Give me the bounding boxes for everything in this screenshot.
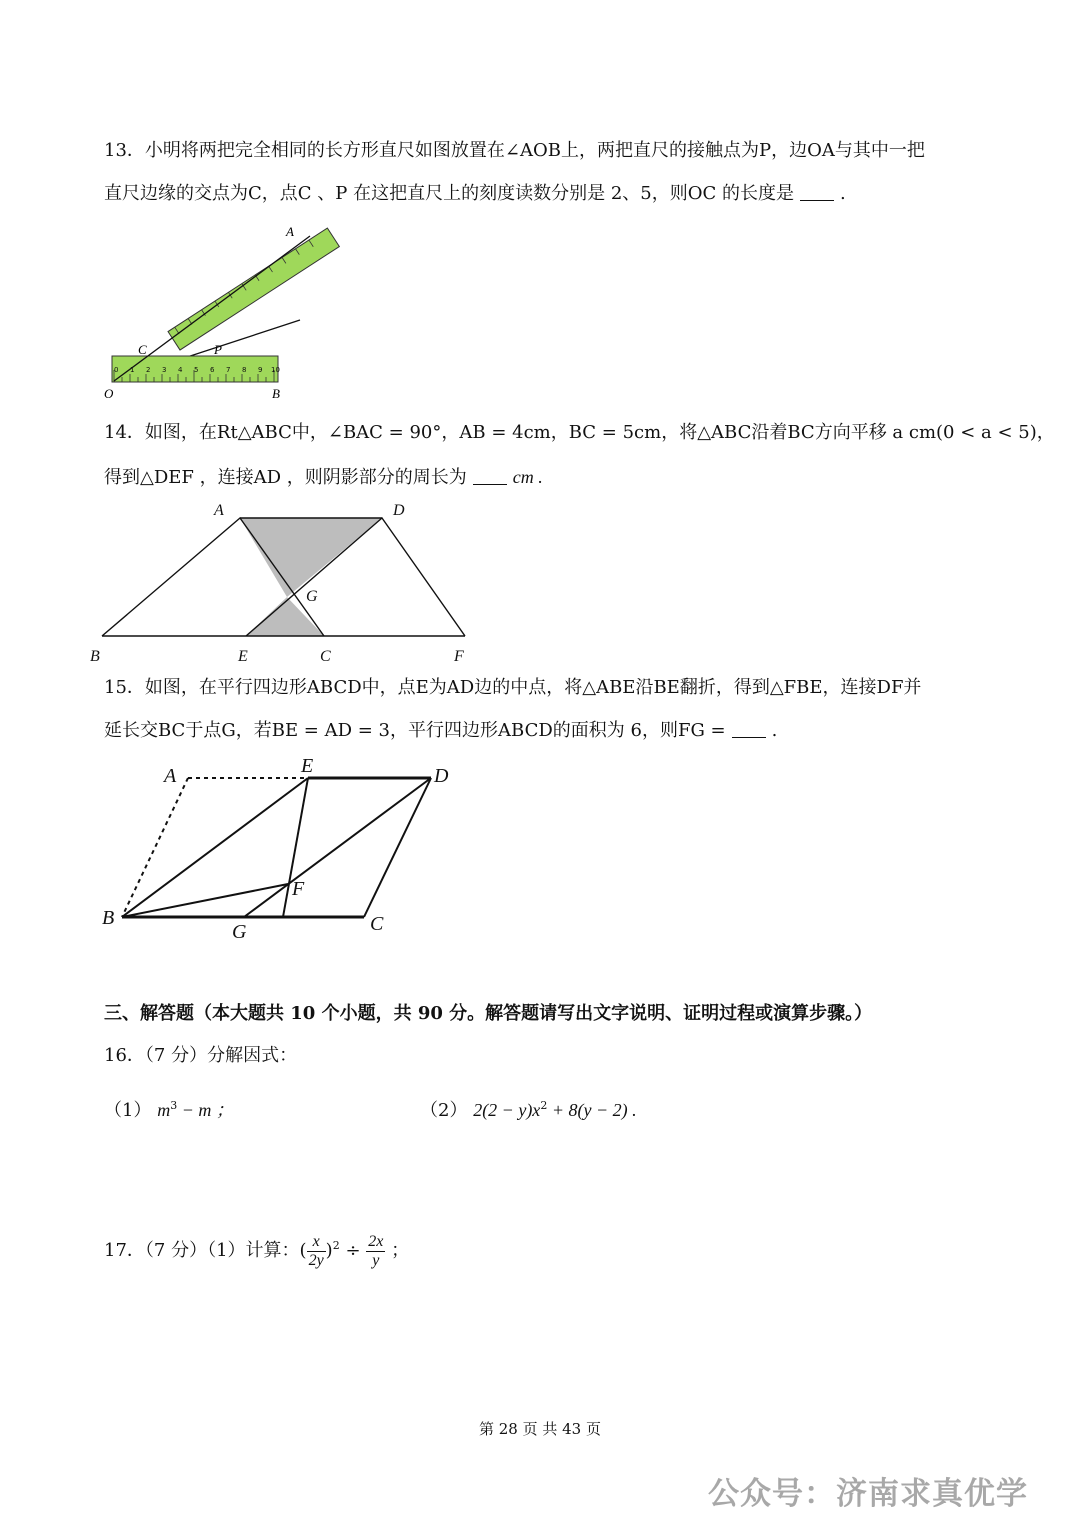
q13-label-c: C	[138, 342, 147, 357]
q14-line2-end: cm .	[512, 467, 543, 487]
q17-line: 17．（7 分）（1）计算：( $\frac{x}{2y}$ )$^2$ ÷ $\frac{2x}{y}$ ；	[104, 1232, 410, 1269]
q15-figure	[98, 752, 468, 948]
q14-figure	[88, 498, 478, 670]
q15-label-f: F	[292, 878, 305, 900]
q17-fraction-2	[366, 1233, 385, 1270]
q17-div: ÷	[345, 1240, 361, 1261]
q15-label-b: B	[102, 907, 115, 929]
q13-line2	[104, 182, 846, 206]
q14-label-a: A	[214, 502, 224, 519]
q13-label-a: A	[286, 224, 294, 239]
ruler-tick-label: 2	[146, 366, 151, 374]
q14-line1: 14．如图，在Rt△ABC中，∠BAC = 90°，AB = 4cm，BC = 5cm，将△ABC沿着BC方向平移 a cm(0 < a < 5)，	[104, 422, 1055, 443]
q13-figure	[100, 220, 340, 402]
ruler-tick-label: 4	[178, 366, 183, 374]
q14-label-f: F	[454, 648, 464, 665]
q17-frac1-num: x	[307, 1233, 326, 1252]
q14-answer-blank	[473, 466, 507, 485]
q16-part1-exp: 3	[170, 1099, 178, 1112]
q13-label-b: B	[272, 386, 280, 401]
q13-label-p: P	[214, 342, 222, 357]
q17-prefix: 17．（7 分）（1）计算：	[104, 1240, 300, 1261]
q17-fraction-1	[307, 1233, 326, 1270]
q13-answer-blank	[800, 182, 834, 201]
q13-line1: 13．小明将两把完全相同的长方形直尺如图放置在∠AOB上，两把直尺的接触点为P，边OA与其中一把	[104, 140, 925, 161]
q16-part1-rest: − m ；	[177, 1100, 234, 1120]
q16-part2-expr: 2(2 − y)x	[473, 1100, 541, 1120]
ruler-tick-label: 6	[210, 366, 215, 374]
q14-label-g: G	[306, 588, 318, 605]
q15-line1: 15．如图，在平行四边形ABCD中，点E为AD边的中点，将△ABE沿BE翻折，得到△FBE，连接DF并	[104, 677, 922, 698]
ruler-tick-label: 1	[130, 366, 135, 374]
q16-part1	[104, 1094, 234, 1123]
q16-part2-rest: + 8(y − 2) .	[547, 1100, 637, 1120]
q13-line2-end: .	[839, 183, 846, 204]
q15-label-d: D	[434, 765, 449, 787]
ruler-tick-label: 3	[162, 366, 167, 374]
section3-heading: 三、解答题（本大题共 10 个小题，共 90 分。解答题请写出文字说明、证明过程或演算步骤。）	[104, 1003, 873, 1024]
ruler-tick-label: 5	[194, 366, 199, 374]
watermark: 公众号：济南求真优学	[708, 1476, 1028, 1512]
q13-label-o: O	[104, 386, 114, 401]
q17-frac2-den: y	[372, 1251, 380, 1269]
ruler-tick-label: 9	[258, 366, 263, 374]
q17-power: 2	[332, 1239, 340, 1252]
q15-label-a: A	[164, 765, 177, 787]
q17-frac2-num: 2x	[368, 1232, 384, 1250]
q14-label-d: D	[393, 502, 405, 519]
q17-end: ；	[391, 1240, 410, 1261]
q16-part2-label: （2）	[420, 1100, 468, 1121]
q15-label-e: E	[301, 755, 314, 777]
ruler-tick-label: 8	[242, 366, 247, 374]
q14-label-e: E	[238, 648, 248, 665]
q17-frac1-den: 2y	[308, 1251, 324, 1269]
page-footer: 第 28 页 共 43 页	[478, 1420, 601, 1438]
q14-label-b: B	[90, 648, 100, 665]
q15-label-g: G	[232, 921, 247, 943]
ruler-tick-label: 0	[114, 366, 119, 374]
q16-part1-expr: m	[157, 1100, 171, 1120]
q16-part2-exp: 2	[540, 1099, 548, 1112]
q15-answer-blank	[732, 719, 766, 738]
q14-line2-text: 得到△DEF ，连接AD ，则阴影部分的周长为	[104, 467, 467, 488]
q15-line2	[104, 719, 777, 743]
q15-line2-end: .	[771, 720, 778, 741]
ruler-tick-label: 7	[226, 366, 231, 374]
q14-label-c: C	[320, 648, 331, 665]
q16-part2	[420, 1094, 637, 1123]
q13-line2-text: 直尺边缘的交点为C，点C 、P 在这把直尺上的刻度读数分别是 2、5，则OC 的长度是	[104, 183, 794, 204]
q16-title: 16．（7 分）分解因式：	[104, 1045, 298, 1066]
q15-line2-text: 延长交BC于点G，若BE = AD = 3，平行四边形ABCD的面积为 6，则FG =	[104, 720, 726, 741]
ruler-tick-label: 10	[271, 366, 280, 374]
q16-part1-label: （1）	[104, 1100, 152, 1121]
q14-line2	[104, 465, 543, 490]
q15-label-c: C	[370, 913, 384, 935]
